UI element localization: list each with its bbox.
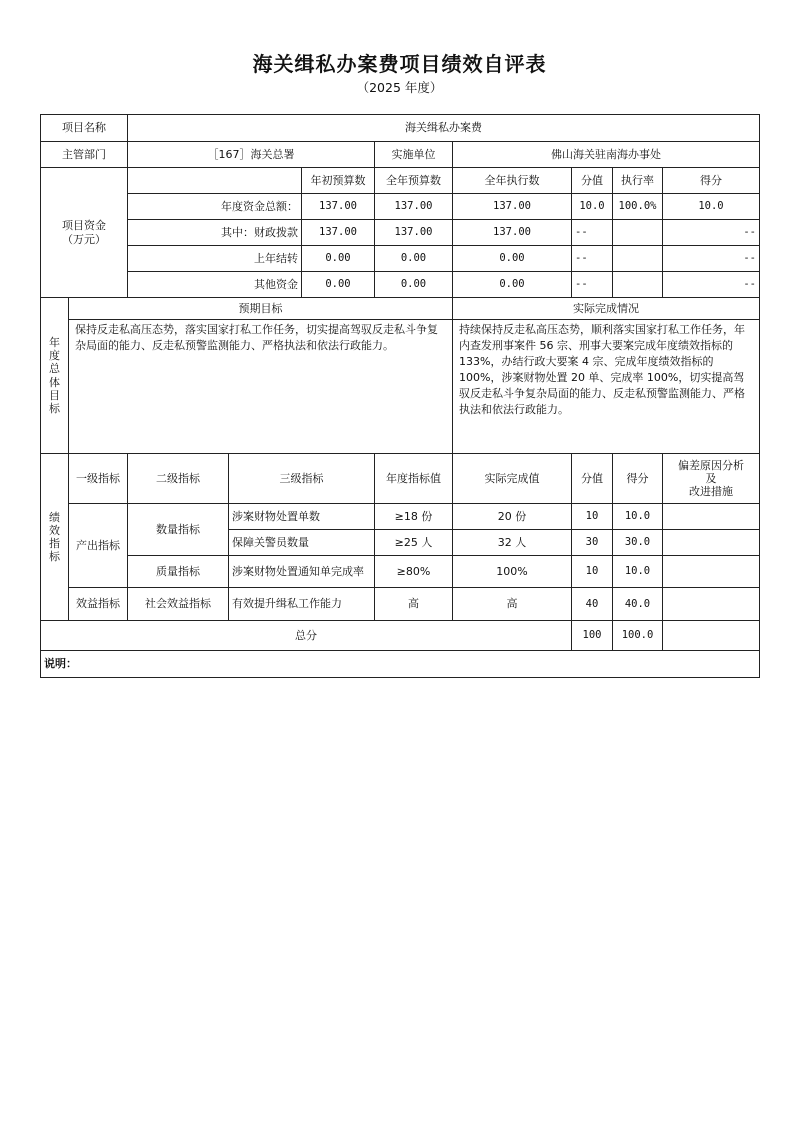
goals-label: [41, 298, 69, 454]
deviation-line1: 偏差原因分析: [678, 458, 744, 472]
social-indicator-label: 社会效益指标: [128, 588, 229, 621]
indicator-l3: 有效提升缉私工作能力: [229, 588, 375, 621]
funds-header-value: 分值: [572, 168, 613, 194]
indicator-note: [663, 588, 760, 621]
indicator-value: 10: [572, 504, 613, 530]
indicator-score: 40.0: [613, 588, 663, 621]
indicator-l3: 保障关警员数量: [229, 530, 375, 556]
impl-value: 佛山海关驻南海办事处: [453, 142, 760, 168]
indicator-note: [663, 556, 760, 588]
funds-row-label: 年度资金总额：: [128, 194, 302, 220]
indicator-note: [663, 504, 760, 530]
indicator-score: 10.0: [613, 504, 663, 530]
dept-label: 主管部门: [41, 142, 128, 168]
indicators-header-actual: 实际完成值: [453, 454, 572, 504]
indicators-label-text: 绩效指标: [49, 510, 60, 564]
indicator-value: 40: [572, 588, 613, 621]
funds-cell: 100.0%: [613, 194, 663, 220]
indicator-score: 10.0: [613, 556, 663, 588]
project-name-label: 项目名称: [41, 115, 128, 142]
funds-cell: 137.00: [302, 220, 375, 246]
indicators-header-level3: 三级指标: [229, 454, 375, 504]
funds-header-rate: 执行率: [613, 168, 663, 194]
indicators-header-level2: 二级指标: [128, 454, 229, 504]
indicator-l3: 涉案财物处置通知单完成率: [229, 556, 375, 588]
indicator-actual: 32 人: [453, 530, 572, 556]
indicators-label: [41, 454, 69, 621]
funds-row-label: 其他资金: [128, 272, 302, 298]
funds-cell: [613, 272, 663, 298]
funds-label: [41, 168, 128, 298]
indicator-actual: 100%: [453, 556, 572, 588]
funds-cell: 137.00: [375, 220, 453, 246]
indicators-header-target: 年度指标值: [375, 454, 453, 504]
indicators-header-score: 得分: [613, 454, 663, 504]
funds-row-label: 上年结转: [128, 246, 302, 272]
note-label: 说明：: [41, 651, 760, 678]
output-indicator-label: 产出指标: [69, 504, 128, 588]
indicator-target: 高: [375, 588, 453, 621]
funds-header-annual: 全年预算数: [375, 168, 453, 194]
funds-cell: 0.00: [302, 246, 375, 272]
funds-cell: 0.00: [453, 246, 572, 272]
quality-indicator-label: 质量指标: [128, 556, 229, 588]
funds-cell: 0.00: [302, 272, 375, 298]
funds-cell: 137.00: [302, 194, 375, 220]
impl-label: 实施单位: [375, 142, 453, 168]
funds-cell: 0.00: [375, 272, 453, 298]
funds-cell: 137.00: [453, 220, 572, 246]
goals-expected-text: 保持反走私高压态势，落实国家打私工作任务，切实提高驾驭反走私斗争复杂局面的能力、反走私预警监测能力、严格执法和依法行政能力。: [69, 320, 453, 454]
total-note: [663, 621, 760, 651]
indicator-l3: 涉案财物处置单数: [229, 504, 375, 530]
funds-label-line1: 项目资金: [62, 219, 106, 233]
indicator-target: ≥25 人: [375, 530, 453, 556]
indicator-target: ≥18 份: [375, 504, 453, 530]
goals-label-text: 年度总体目标: [49, 335, 60, 415]
funds-cell: [613, 246, 663, 272]
indicator-note: [663, 530, 760, 556]
benefit-indicator-label: 效益指标: [69, 588, 128, 621]
funds-label-line2: （万元）: [62, 232, 106, 246]
dept-value: ［167］海关总署: [128, 142, 375, 168]
document-title: 海关缉私办案费项目绩效自评表: [252, 52, 547, 76]
total-score: 100.0: [613, 621, 663, 651]
quantity-indicator-label: 数量指标: [128, 504, 229, 556]
indicators-header-deviation: [663, 454, 760, 504]
funds-cell: --: [572, 246, 613, 272]
funds-cell: 10.0: [572, 194, 613, 220]
funds-cell: 10.0: [663, 194, 760, 220]
funds-cell: --: [572, 272, 613, 298]
total-label: 总分: [41, 621, 572, 651]
indicators-header-value: 分值: [572, 454, 613, 504]
funds-cell: [613, 220, 663, 246]
goals-actual-text: 持续保持反走私高压态势，顺利落实国家打私工作任务，年内查发刑事案件 56 宗、刑事大要案完成年度绩效指标的 133%，办结行政大要案 4 宗、完成年度绩效指标的 100%，涉案财物处置 20 单、完成率 100%，切实提高驾驭反走私斗争复杂局面的能力、反走私预警监测能力、严格执法和依法行政能力。: [453, 320, 760, 454]
funds-row-label: 其中：财政拨款: [128, 220, 302, 246]
indicator-value: 10: [572, 556, 613, 588]
funds-header-blank: [128, 168, 302, 194]
goals-expected-header: 预期目标: [69, 298, 453, 320]
funds-cell: 0.00: [375, 246, 453, 272]
goals-actual-header: 实际完成情况: [453, 298, 760, 320]
indicator-score: 30.0: [613, 530, 663, 556]
funds-cell: --: [572, 220, 613, 246]
funds-cell: --: [663, 246, 760, 272]
funds-header-initial: 年初预算数: [302, 168, 375, 194]
funds-header-score: 得分: [663, 168, 760, 194]
funds-cell: 137.00: [453, 194, 572, 220]
indicator-target: ≥80%: [375, 556, 453, 588]
deviation-line3: 改进措施: [689, 485, 733, 499]
funds-cell: --: [663, 272, 760, 298]
total-value: 100: [572, 621, 613, 651]
deviation-line2: 及: [705, 471, 717, 485]
funds-cell: 137.00: [375, 194, 453, 220]
funds-cell: 0.00: [453, 272, 572, 298]
document-subtitle: （2025 年度）: [356, 80, 443, 95]
indicator-actual: 高: [453, 588, 572, 621]
funds-header-executed: 全年执行数: [453, 168, 572, 194]
indicator-actual: 20 份: [453, 504, 572, 530]
indicator-value: 30: [572, 530, 613, 556]
indicators-header-level1: 一级指标: [69, 454, 128, 504]
project-name-value: 海关缉私办案费: [128, 115, 760, 142]
funds-cell: --: [663, 220, 760, 246]
performance-table: [40, 114, 760, 678]
